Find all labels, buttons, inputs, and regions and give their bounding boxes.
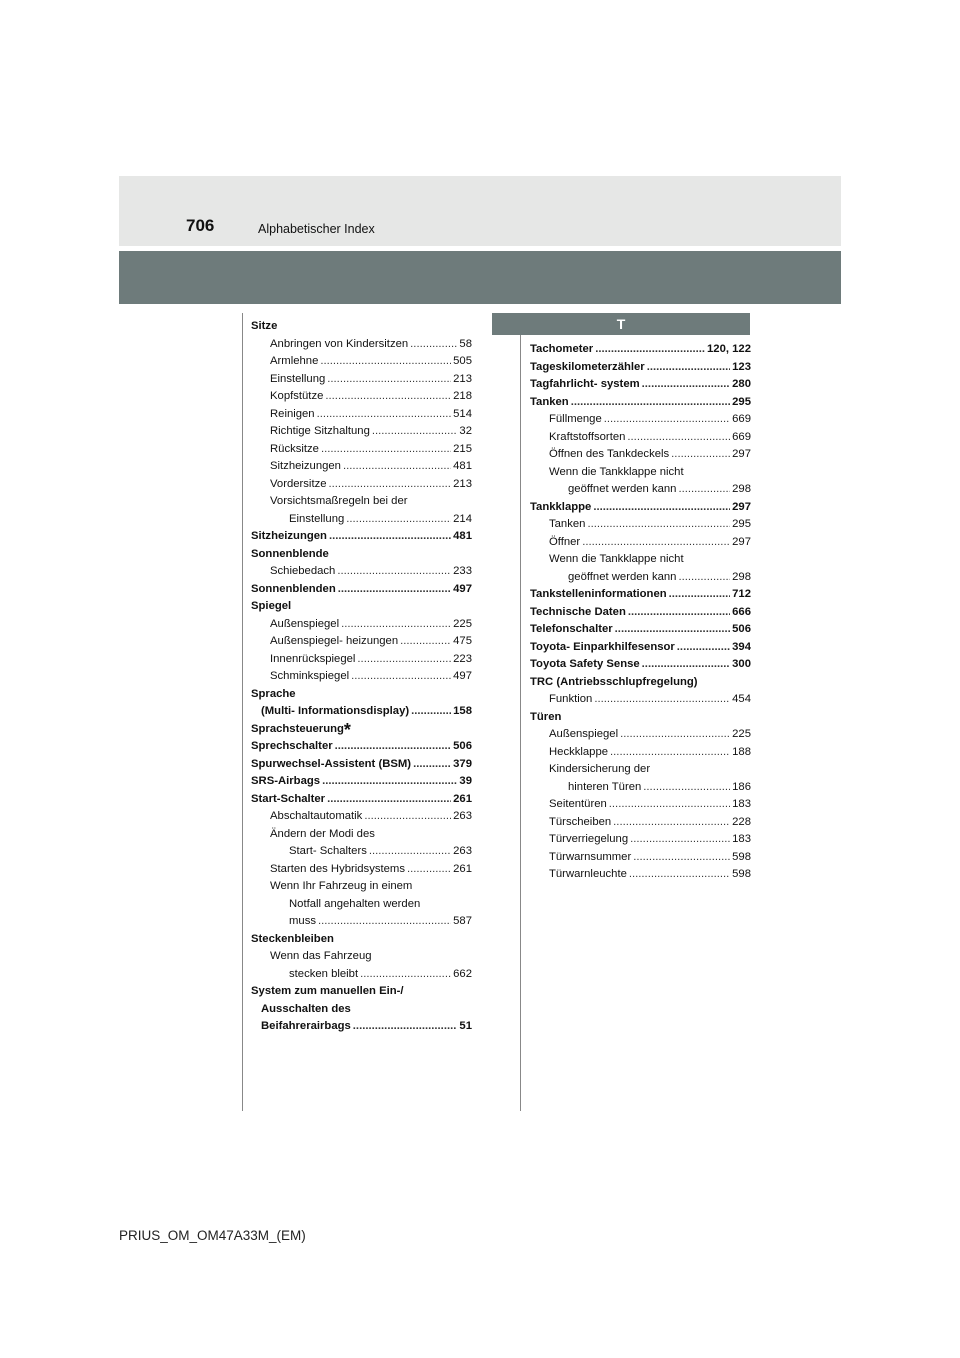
leader-dots bbox=[604, 411, 730, 429]
index-entry bbox=[251, 686, 472, 704]
index-entry bbox=[530, 726, 751, 744]
index-entry-term: Türverriegelung bbox=[549, 833, 629, 845]
index-entry-term: (Multi- Informationsdisplay) bbox=[261, 705, 410, 717]
leader-dots bbox=[322, 773, 457, 791]
index-entry bbox=[251, 546, 472, 564]
leader-dots bbox=[627, 429, 730, 447]
leader-dots bbox=[337, 563, 451, 581]
index-entry-term: Wenn Ihr Fahrzeug in einem bbox=[270, 880, 413, 892]
index-entry-page: 295 bbox=[732, 395, 751, 408]
index-entry-term: Spiegel bbox=[251, 600, 292, 612]
index-entry bbox=[530, 376, 751, 394]
index-entry-term: Schiebedach bbox=[270, 565, 336, 577]
index-entry-term: Sonnenblenden bbox=[251, 582, 336, 595]
index-entry bbox=[251, 458, 472, 476]
index-entry bbox=[251, 808, 472, 826]
index-entry bbox=[251, 651, 472, 669]
index-entry-page: 394 bbox=[732, 640, 751, 653]
index-entry-term: TRC (Antriebsschlupfregelung) bbox=[530, 675, 698, 688]
index-entry-page: 297 bbox=[732, 500, 751, 513]
index-entry-term: stecken bleibt bbox=[289, 967, 359, 980]
index-entry bbox=[530, 691, 751, 709]
index-entry-page: 120, 122 bbox=[707, 343, 751, 355]
index-entry-page: 297 bbox=[732, 535, 751, 548]
index-entry-page: 297 bbox=[732, 448, 751, 460]
index-entry-page: 481 bbox=[453, 530, 472, 542]
footer-doc-id: PRIUS_OM_OM47A33M_(EM) bbox=[119, 1228, 306, 1243]
leader-dots bbox=[407, 861, 451, 879]
index-entry bbox=[251, 721, 472, 739]
index-entry bbox=[251, 738, 472, 756]
leader-dots bbox=[613, 814, 730, 832]
index-entry-page: 158 bbox=[453, 705, 472, 717]
index-entry-page: 379 bbox=[453, 757, 472, 770]
index-entry-term: Vordersitze bbox=[270, 477, 327, 490]
index-entry bbox=[530, 569, 751, 587]
index-entry bbox=[530, 656, 751, 674]
index-entry bbox=[530, 516, 751, 534]
page-number: 706 bbox=[186, 216, 215, 235]
leader-dots bbox=[400, 633, 451, 651]
leader-dots bbox=[335, 738, 452, 756]
leader-dots bbox=[369, 843, 451, 861]
index-entry-page: 218 bbox=[453, 390, 472, 402]
index-entry-term: System zum manuellen Ein-/ bbox=[251, 985, 404, 997]
index-entry-page: 666 bbox=[732, 605, 751, 618]
index-entry bbox=[530, 429, 751, 447]
index-entry-term: Technische Daten bbox=[530, 605, 626, 618]
index-entry-term: Abschaltautomatik bbox=[270, 810, 363, 822]
index-entry-term: Außenspiegel bbox=[270, 617, 340, 630]
leader-dots bbox=[325, 388, 451, 406]
index-entry-term: Funktion bbox=[549, 693, 593, 705]
leader-dots bbox=[364, 808, 451, 826]
letter-heading-t: T bbox=[492, 313, 750, 335]
index-entry-page: 454 bbox=[732, 693, 751, 705]
index-entry-page: 233 bbox=[453, 565, 472, 577]
index-entry bbox=[530, 674, 751, 692]
index-entry-term: Einstellung bbox=[270, 372, 326, 385]
index-entry bbox=[251, 633, 472, 651]
index-entry bbox=[251, 388, 472, 406]
index-entry bbox=[530, 446, 751, 464]
index-entry-term: Öffnen des Tankdeckels bbox=[549, 448, 670, 460]
index-entry-page: 506 bbox=[453, 740, 472, 752]
index-entry-page: 228 bbox=[732, 815, 751, 828]
index-entry-term: Wenn die Tankklappe nicht bbox=[549, 465, 684, 478]
leader-dots bbox=[677, 639, 730, 657]
index-entry-term: Tagfahrlicht- system bbox=[530, 378, 640, 390]
leader-dots bbox=[351, 668, 451, 686]
leader-dots bbox=[595, 341, 705, 359]
index-entry bbox=[251, 826, 472, 844]
index-entry bbox=[530, 499, 751, 517]
index-entry bbox=[251, 1018, 472, 1036]
index-entry-page: 712 bbox=[732, 588, 751, 600]
index-entry-term: Notfall angehalten werden bbox=[289, 897, 421, 910]
header-band bbox=[119, 176, 841, 246]
index-entry-page: 223 bbox=[453, 652, 472, 665]
index-entry-term: Außenspiegel- heizungen bbox=[270, 635, 399, 647]
leader-dots bbox=[609, 796, 730, 814]
index-entry bbox=[530, 744, 751, 762]
index-entry bbox=[530, 761, 751, 779]
index-entry-term: Start- Schalters bbox=[289, 845, 367, 857]
leader-dots bbox=[318, 913, 451, 931]
leader-dots bbox=[647, 359, 730, 377]
leader-dots bbox=[642, 376, 730, 394]
index-entry-page: 514 bbox=[453, 407, 472, 420]
index-entry bbox=[251, 843, 472, 861]
leader-dots bbox=[628, 604, 730, 622]
index-entry-page: 225 bbox=[453, 617, 472, 630]
index-entry-term: geöffnet werden kann bbox=[568, 483, 677, 495]
index-entry-page: 213 bbox=[453, 477, 472, 490]
index-entry-term: Türwarnleuchte bbox=[549, 868, 627, 880]
index-entry-term: Sonnenblende bbox=[251, 547, 329, 560]
index-column-right bbox=[530, 341, 751, 884]
index-entry-term: Ausschalten des bbox=[261, 1002, 351, 1015]
index-entry-term: Spurwechsel-Assistent (BSM) bbox=[251, 757, 412, 770]
index-entry bbox=[251, 563, 472, 581]
index-entry-term: Start-Schalter bbox=[251, 792, 326, 805]
index-entry bbox=[530, 481, 751, 499]
index-entry-page: 505 bbox=[453, 355, 472, 367]
index-entry bbox=[530, 411, 751, 429]
leader-dots bbox=[620, 726, 730, 744]
index-entry bbox=[251, 931, 472, 949]
index-entry bbox=[530, 796, 751, 814]
index-entry-page: 669 bbox=[732, 413, 751, 425]
index-entry-term: Tachometer bbox=[530, 343, 594, 355]
index-entry-term: Tageskilometerzähler bbox=[530, 360, 645, 373]
index-entry bbox=[530, 551, 751, 569]
index-entry bbox=[251, 441, 472, 459]
index-entry-page: 295 bbox=[732, 518, 751, 530]
index-entry bbox=[530, 639, 751, 657]
index-entry-page: 506 bbox=[732, 623, 751, 635]
leader-dots bbox=[341, 616, 451, 634]
leader-dots bbox=[360, 966, 451, 984]
index-entry-term: Richtige Sitzhaltung bbox=[270, 425, 370, 437]
leader-dots bbox=[321, 441, 451, 459]
index-entry-page: 587 bbox=[453, 915, 472, 927]
index-entry-term: Sprechschalter bbox=[251, 740, 333, 752]
index-entry-term: Türen bbox=[530, 710, 562, 723]
index-entry-page: 58 bbox=[459, 337, 472, 350]
index-entry-page: 662 bbox=[453, 967, 472, 980]
index-entry bbox=[530, 341, 751, 359]
index-entry bbox=[251, 423, 472, 441]
index-entry bbox=[251, 493, 472, 511]
leader-dots bbox=[587, 516, 730, 534]
leader-dots bbox=[633, 849, 730, 867]
index-entry-page: 298 bbox=[732, 570, 751, 583]
index-entry bbox=[251, 896, 472, 914]
leader-dots bbox=[671, 446, 730, 464]
index-entry bbox=[251, 913, 472, 931]
index-entry-term: Schminkspiegel bbox=[270, 670, 350, 682]
index-entry bbox=[251, 406, 472, 424]
index-entry bbox=[251, 616, 472, 634]
index-entry-term: muss bbox=[289, 915, 316, 927]
index-entry-page: 475 bbox=[453, 635, 472, 647]
index-entry-term: Kopfstütze bbox=[270, 390, 324, 402]
index-entry-term: Rücksitze bbox=[270, 442, 319, 455]
index-entry-page: 598 bbox=[732, 850, 751, 863]
index-column-left bbox=[251, 318, 472, 1036]
index-entry-page: 481 bbox=[453, 460, 472, 472]
index-entry-page: 261 bbox=[453, 792, 472, 805]
leader-dots bbox=[411, 703, 451, 721]
index-entry-term: Toyota Safety Sense bbox=[530, 658, 640, 670]
index-entry bbox=[530, 586, 751, 604]
index-entry-page: 263 bbox=[453, 810, 472, 822]
index-entry-term: hinteren Türen bbox=[568, 780, 642, 793]
index-entry-page: 32 bbox=[459, 425, 472, 437]
asterisk-mark: * bbox=[343, 719, 351, 740]
index-entry bbox=[530, 814, 751, 832]
index-entry-term: Sitzheizungen bbox=[270, 460, 341, 472]
index-entry-page: 598 bbox=[732, 868, 751, 880]
index-entry-page: 497 bbox=[453, 582, 472, 595]
index-entry bbox=[251, 791, 472, 809]
index-entry bbox=[251, 861, 472, 879]
leader-dots bbox=[610, 744, 730, 762]
index-entry-term: Tankstelleninformationen bbox=[530, 588, 667, 600]
leader-dots bbox=[571, 394, 730, 412]
index-entry-term: Wenn das Fahrzeug bbox=[270, 950, 372, 962]
index-entry bbox=[251, 476, 472, 494]
index-entry-term: Vorsichtsmaßregeln bei der bbox=[270, 495, 408, 507]
index-entry bbox=[530, 709, 751, 727]
index-entry-term: Türwarnsummer bbox=[549, 850, 632, 863]
index-entry bbox=[251, 1001, 472, 1019]
leader-dots bbox=[353, 1018, 458, 1036]
index-entry-page: 183 bbox=[732, 798, 751, 810]
index-entry-term: Heckklappe bbox=[549, 745, 609, 758]
index-entry bbox=[530, 831, 751, 849]
leader-dots bbox=[346, 511, 451, 529]
leader-dots bbox=[593, 499, 730, 517]
index-entry bbox=[530, 394, 751, 412]
leader-dots bbox=[329, 528, 451, 546]
index-entry-term: Außenspiegel bbox=[549, 728, 619, 740]
index-entry-term: Toyota- Einparkhilfesensor bbox=[530, 640, 675, 653]
leader-dots bbox=[329, 476, 452, 494]
index-entry-page: 225 bbox=[732, 728, 751, 740]
leader-dots bbox=[594, 691, 730, 709]
index-entry-page: 213 bbox=[453, 372, 472, 385]
leader-dots bbox=[372, 423, 458, 441]
index-entry bbox=[530, 779, 751, 797]
leader-dots bbox=[327, 791, 451, 809]
index-entry-term: Sitzheizungen bbox=[251, 530, 327, 542]
index-entry bbox=[251, 581, 472, 599]
index-entry bbox=[530, 534, 751, 552]
leader-dots bbox=[317, 406, 452, 424]
index-entry-page: 214 bbox=[453, 512, 472, 525]
index-entry-term: Seitentüren bbox=[549, 798, 607, 810]
index-entry-page: 183 bbox=[732, 833, 751, 845]
leader-dots bbox=[642, 656, 730, 674]
index-entry-term: Telefonschalter bbox=[530, 623, 613, 635]
index-entry-term: Türscheiben bbox=[549, 815, 612, 828]
section-title: Alphabetischer Index bbox=[258, 222, 375, 236]
index-entry-term: Sitze bbox=[251, 320, 278, 332]
index-entry bbox=[251, 966, 472, 984]
index-entry-term: Tanken bbox=[549, 518, 586, 530]
index-entry-page: 497 bbox=[453, 670, 472, 682]
leader-dots bbox=[343, 458, 451, 476]
index-entry-term: Öffner bbox=[549, 535, 581, 548]
index-entry-term: Einstellung bbox=[289, 512, 345, 525]
index-entry bbox=[530, 621, 751, 639]
index-entry bbox=[251, 983, 472, 1001]
index-entry-term: Tankklappe bbox=[530, 500, 592, 513]
index-entry-term: Füllmenge bbox=[549, 413, 602, 425]
index-entry-term: geöffnet werden kann bbox=[568, 570, 677, 583]
leader-dots bbox=[630, 831, 730, 849]
right-column-rule bbox=[520, 313, 521, 1111]
index-entry-term: Ändern der Modi des bbox=[270, 827, 375, 840]
index-entry-page: 188 bbox=[732, 745, 751, 758]
index-entry-term: Beifahrerairbags bbox=[261, 1020, 351, 1032]
left-column-rule bbox=[242, 313, 243, 1111]
index-entry-term: Starten des Hybridsystems bbox=[270, 862, 405, 875]
index-entry-term: Kindersicherung der bbox=[549, 763, 651, 775]
leader-dots bbox=[320, 353, 451, 371]
leader-dots bbox=[410, 336, 457, 354]
index-entry bbox=[251, 756, 472, 774]
index-entry-term: Sprache bbox=[251, 687, 296, 700]
index-entry-page: 123 bbox=[732, 360, 751, 373]
index-entry-page: 186 bbox=[732, 780, 751, 793]
index-entry bbox=[251, 703, 472, 721]
index-entry bbox=[251, 878, 472, 896]
leader-dots bbox=[357, 651, 451, 669]
index-entry bbox=[530, 359, 751, 377]
leader-dots bbox=[327, 371, 451, 389]
index-entry-page: 261 bbox=[453, 862, 472, 875]
index-entry bbox=[251, 948, 472, 966]
index-entry-page: 300 bbox=[732, 658, 751, 670]
index-entry-page: 51 bbox=[459, 1020, 472, 1032]
index-entry bbox=[251, 371, 472, 389]
index-entry bbox=[530, 849, 751, 867]
index-entry-term: Armlehne bbox=[270, 355, 319, 367]
index-entry bbox=[530, 464, 751, 482]
index-entry-page: 39 bbox=[459, 775, 472, 787]
index-entry bbox=[251, 353, 472, 371]
index-entry-term: SRS-Airbags bbox=[251, 775, 321, 787]
header-dark-band bbox=[119, 251, 841, 304]
index-entry-term: Steckenbleiben bbox=[251, 932, 334, 945]
index-entry bbox=[251, 528, 472, 546]
index-entry-page: 298 bbox=[732, 483, 751, 495]
index-entry bbox=[530, 604, 751, 622]
index-entry-page: 280 bbox=[732, 378, 751, 390]
index-entry-term: Anbringen von Kindersitzen bbox=[270, 337, 409, 350]
index-entry bbox=[251, 318, 472, 336]
leader-dots bbox=[643, 779, 730, 797]
leader-dots bbox=[678, 569, 730, 587]
index-entry bbox=[251, 511, 472, 529]
leader-dots bbox=[338, 581, 451, 599]
index-entry bbox=[251, 598, 472, 616]
index-entry-page: 263 bbox=[453, 845, 472, 857]
index-entry bbox=[251, 668, 472, 686]
index-entry-page: 215 bbox=[453, 442, 472, 455]
index-entry bbox=[251, 773, 472, 791]
index-entry bbox=[251, 336, 472, 354]
leader-dots bbox=[582, 534, 730, 552]
leader-dots bbox=[678, 481, 730, 499]
index-entry-term: Reinigen bbox=[270, 407, 315, 420]
index-entry bbox=[530, 866, 751, 884]
index-entry-term: Innenrückspiegel bbox=[270, 652, 356, 665]
leader-dots bbox=[669, 586, 731, 604]
index-entry-term: Sprachsteuerung* bbox=[251, 719, 351, 740]
index-entry-term: Kraftstoffsorten bbox=[549, 430, 626, 443]
leader-dots bbox=[615, 621, 730, 639]
leader-dots bbox=[629, 866, 730, 884]
index-entry-term: Wenn die Tankklappe nicht bbox=[549, 553, 684, 565]
leader-dots bbox=[413, 756, 451, 774]
index-entry-term: Tanken bbox=[530, 395, 569, 408]
index-entry-page: 669 bbox=[732, 430, 751, 443]
